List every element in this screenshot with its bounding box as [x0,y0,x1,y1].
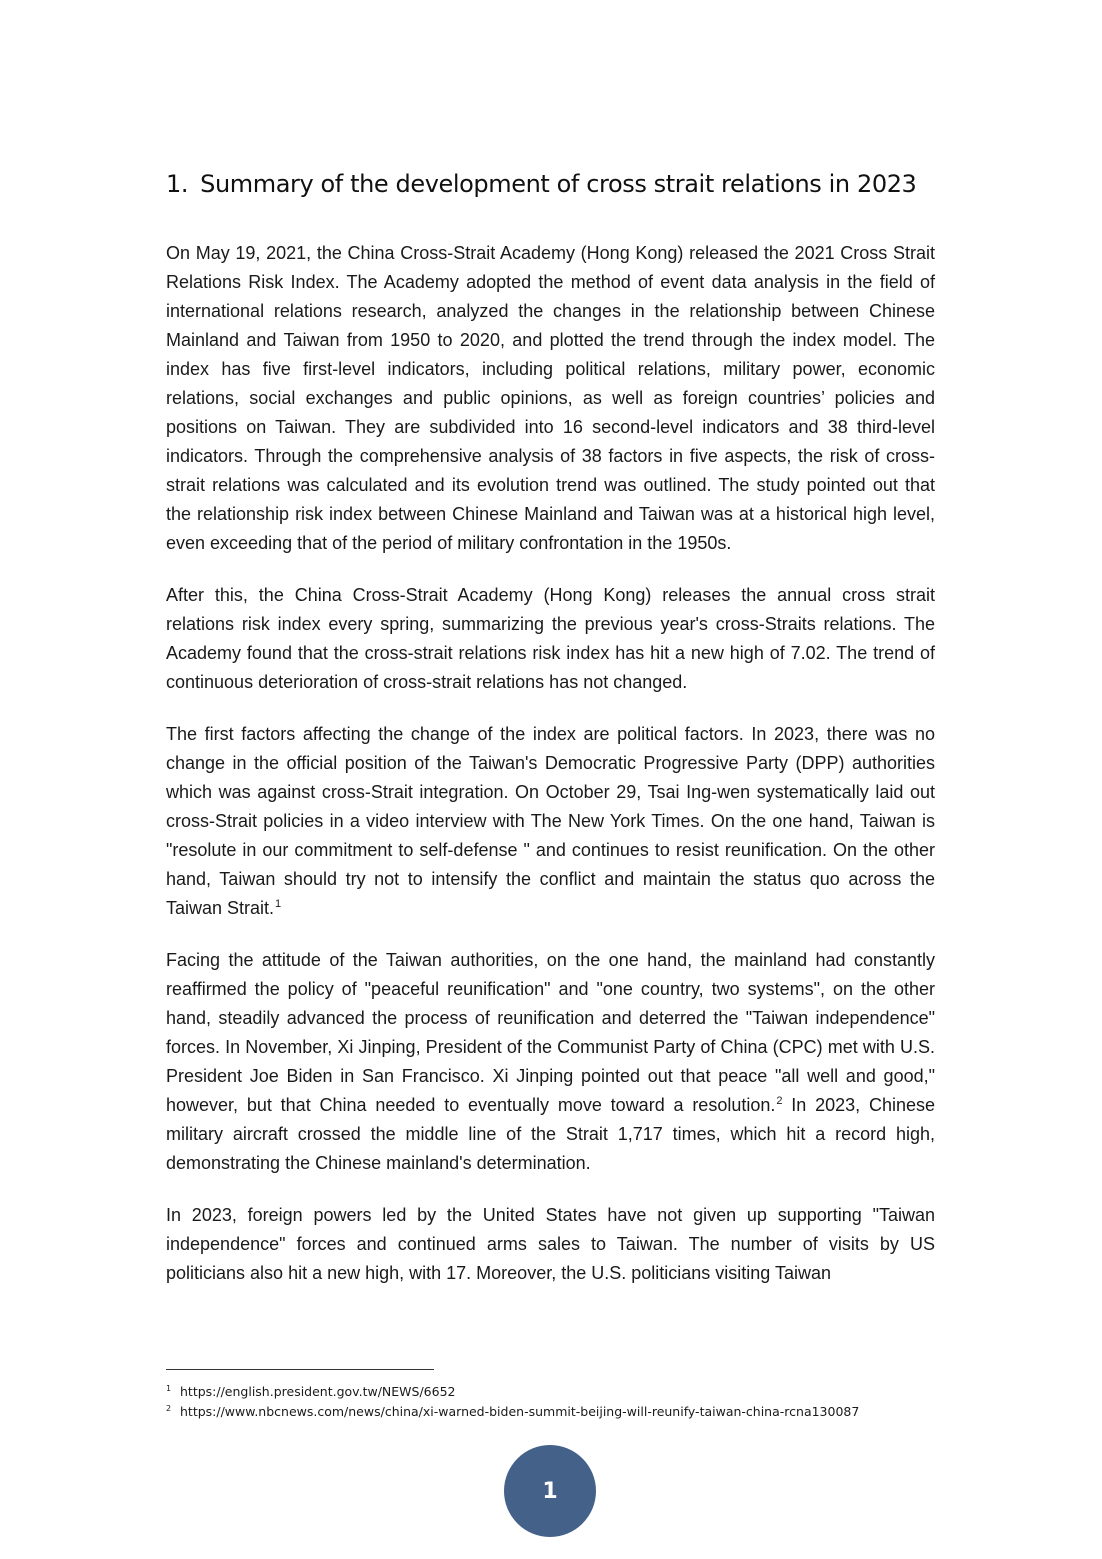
footnote-ref-2[interactable]: 2 [776,1095,783,1107]
section-heading [166,170,966,198]
paragraph-1: On May 19, 2021, the China Cross-Strait Academy (Hong Kong) released the 2021 Cross Strait Relations Risk Index. The Academy adopted the method of event data analysis in the field of international relations research, analyzed the changes in the relationship between Chinese Mainland and Taiwan from 1950 to 2020, and plotted the trend through the index model. The index has five first-level indicators, including political relations, military power, economic relations, social exchanges and public opinions, as well as foreign countries’ policies and positions on Taiwan. They are subdivided into 16 second-level indicators and 38 third-level indicators. Through the comprehensive analysis of 38 factors in five aspects, the risk of cross-strait relations was calculated and its evolution trend was outlined. The study pointed out that the relationship risk index between Chinese Mainland and Taiwan was at a historical high level, even exceeding that of the period of military confrontation in the 1950s. [166,243,935,553]
footnote-link[interactable]: https://english.president.gov.tw/NEWS/6652 [180,1384,456,1399]
footnote-2: 2 https://www.nbcnews.com/news/china/xi-warned-biden-summit-beijing-will-reunify-taiwan-china-rcna130087 [166,1404,860,1419]
body-text [166,239,935,1288]
footnote-1: 1 https://english.president.gov.tw/NEWS/6652 [166,1384,456,1399]
paragraph-3-text: The first factors affecting the change of the index are political factors. In 2023, there was no change in the official position of the Taiwan's Democratic Progressive Party (DPP) authorities which was against cross-Strait integration. On October 29, Tsai Ing-wen systematically laid out cross-Strait policies in a video interview with The New York Times. On the one hand, Taiwan is "resolute in our commitment to self-defense " and continues to resist reunification. On the other hand, Taiwan should try not to intensify the conflict and maintain the status quo across the Taiwan Strait. [166,724,935,918]
paragraph-2: After this, the China Cross-Strait Academy (Hong Kong) releases the annual cross strait relations risk index every spring, summarizing the previous year's cross-Straits relations. The Academy found that the cross-strait relations risk index has hit a new high of 7.02. The trend of continuous deterioration of cross-strait relations has not changed. [166,585,935,692]
footnote-separator [166,1369,434,1370]
footnote-ref-1[interactable]: 1 [275,898,282,910]
paragraph-4 [166,946,935,1178]
footnote-link[interactable]: https://www.nbcnews.com/news/china/xi-warned-biden-summit-beijing-will-reunify-taiwan-china-rcna130087 [180,1404,860,1419]
page-number-badge [504,1445,596,1537]
footnotes [166,1382,966,1422]
section-number: 1. [166,170,189,198]
paragraph-4-text-b: In 2023, Chinese military aircraft crossed the middle line of the Strait 1,717 times, which hit a record high, demonstrating the Chinese mainland's determination. [166,1095,936,1173]
section-title: Summary of the development of cross strait relations in 2023 [200,170,917,198]
paragraph-5: In 2023, foreign powers led by the United States have not given up supporting "Taiwan independence" forces and continued arms sales to Taiwan. The number of visits by US politicians also hit a new high, with 17. Moreover, the U.S. politicians visiting Taiwan [166,1205,935,1283]
paragraph-4-text-a: Facing the attitude of the Taiwan authorities, on the one hand, the mainland had constantly reaffirmed the policy of "peaceful reunification" and "one country, two systems", on the other hand, steadily advanced the process of reunification and deterred the "Taiwan independence" forces. In November, Xi Jinping, President of the Communist Party of China (CPC) met with U.S. President Joe Biden in San Francisco. Xi Jinping pointed out that peace "all well and good," however, but that China needed to eventually move toward a resolution. [166,950,935,1115]
page-number: 1 [542,1478,558,1504]
paragraph-3 [166,720,935,923]
